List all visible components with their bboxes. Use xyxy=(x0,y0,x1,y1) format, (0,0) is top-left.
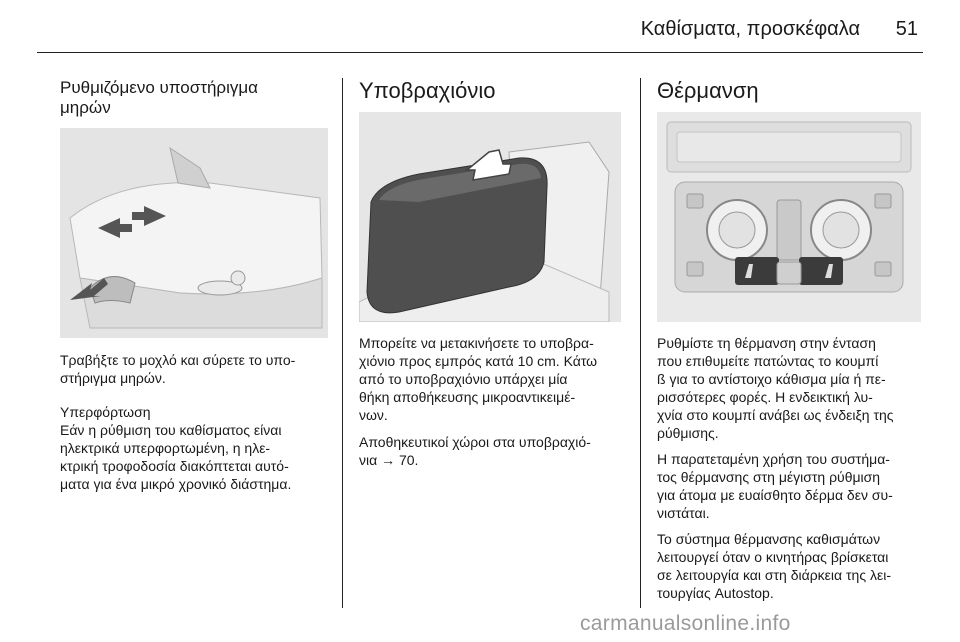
seat-illustration-svg xyxy=(60,128,328,338)
heating-para1-line6: ρύθμισης. xyxy=(657,425,719,441)
heating-para2-line3: για άτομα με ευαίσθητο δέρμα δεν συ- xyxy=(657,487,893,503)
thigh-support-text-line2: στήριγμα μηρών. xyxy=(60,370,166,386)
armrest-illustration-svg xyxy=(359,112,621,322)
armrest-para1-line2: χιόνιο προς εμπρός κατά 10 cm. Κάτω xyxy=(359,353,598,369)
heating-para2-line2: τος θέρμανσης στη μέγιστη ρύθμιση xyxy=(657,469,881,485)
heating-para3-line2: λειτουργεί όταν ο κινητήρας βρίσκεται xyxy=(657,549,889,565)
heating-para2-line4: νιστάται. xyxy=(657,505,710,521)
overload-text-line3: κτρική τροφοδοσία διακόπτεται αυτό- xyxy=(60,458,289,474)
column-divider-right xyxy=(640,78,641,608)
armrest-para1-line5: νων. xyxy=(359,407,388,423)
header-rule xyxy=(37,52,923,53)
thigh-support-title-line2: μηρών xyxy=(60,98,111,117)
armrest-para2-line1: Αποθηκευτικοί χώροι στα υποβραχιό- xyxy=(359,434,591,450)
armrest-section xyxy=(359,78,621,608)
heating-section xyxy=(657,78,921,608)
column-divider-left xyxy=(342,78,343,608)
thigh-support-title-line1: Ρυθμιζόμενο υποστήριγμα xyxy=(60,78,258,97)
overload-text-line1: Εάν η ρύθμιση του καθίσματος είναι xyxy=(60,422,282,438)
armrest-illustration xyxy=(359,112,621,322)
overload-text-line2: ηλεκτρικά υπερφορτωμένη, η ηλε- xyxy=(60,440,271,456)
overload-text-line4: ματα για ένα μικρό χρονικό διάστημα. xyxy=(60,476,292,492)
armrest-title: Υποβραχιόνιο xyxy=(359,78,496,103)
overload-heading: Υπερφόρτωση xyxy=(60,404,151,420)
climate-panel-svg xyxy=(657,112,921,322)
header-title: Καθίσματα, προσκέφαλα xyxy=(640,18,860,40)
heating-para1-line5: χνία στο κουμπί ανάβει ως ένδειξη της xyxy=(657,407,894,423)
thigh-support-section xyxy=(60,78,328,608)
armrest-para1-line1: Μπορείτε να μετακινήσετε το υποβρα- xyxy=(359,335,594,351)
climate-panel-illustration xyxy=(657,112,921,322)
heating-para1-line4: ρισσότερες φορές. Η ενδεικτική λυ- xyxy=(657,389,873,405)
heating-para3-line4: τουργίας Autostop. xyxy=(657,585,774,601)
armrest-para2-line2[interactable]: νια → 70. xyxy=(359,452,419,468)
heating-para1-line1: Ρυθμίστε τη θέρμανση στην ένταση xyxy=(657,335,876,351)
heating-para1-line2: που επιθυμείτε πατώντας το κουμπί xyxy=(657,353,879,369)
armrest-para1-line4: θήκη αποθήκευσης μικροαντικειμέ- xyxy=(359,389,576,405)
heating-title: Θέρμανση xyxy=(657,78,759,103)
armrest-para1-line3: από το υποβραχιόνιο υπάρχει μία xyxy=(359,371,568,387)
heating-para2-line1: Η παρατεταμένη χρήση του συστήμα- xyxy=(657,451,890,467)
page-number: 51 xyxy=(895,18,918,40)
heating-para3-line3: σε λειτουργία και στη διάρκεια της λει- xyxy=(657,567,891,583)
heating-para3-line1: Το σύστημα θέρμανσης καθισμάτων xyxy=(657,531,881,547)
seat-thigh-support-illustration xyxy=(60,128,328,338)
heating-para1-line3: ß για το αντίστοιχο κάθισμα μία ή πε- xyxy=(657,371,886,387)
watermark: carmanualsonline.info xyxy=(580,612,791,635)
thigh-support-text-line1: Τραβήξτε το μοχλό και σύρετε το υπο- xyxy=(60,352,296,368)
